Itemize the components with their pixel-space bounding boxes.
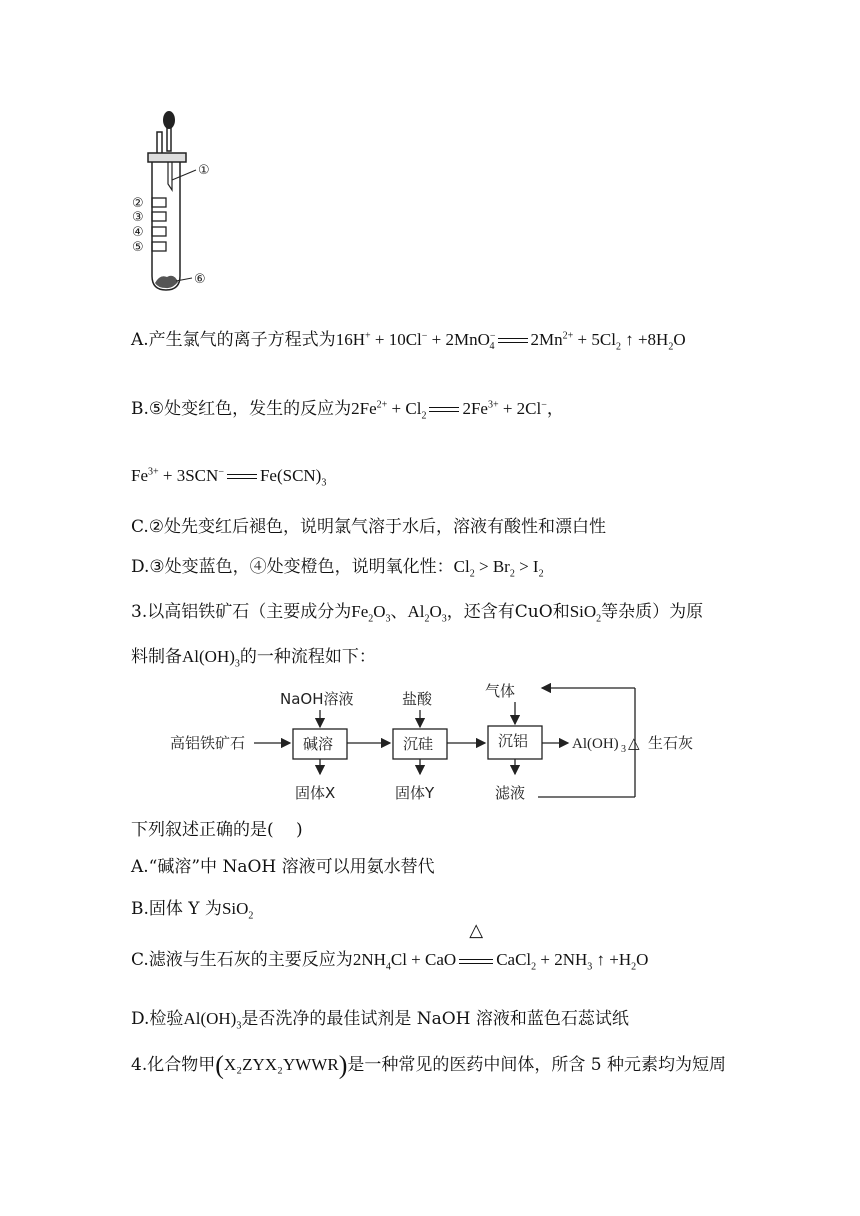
flow-delta: △ <box>628 734 640 752</box>
q2-option-b: B.⑤处变红色，发生的反应为$2Fe^{2+} + Cl_2$ $2Fe^{3+} + 2Cl^-$， <box>131 399 564 422</box>
heat-symbol: △ <box>469 919 484 941</box>
flow-ore: 高铝铁矿石 <box>170 734 246 752</box>
q2-option-a: A.产生氯气的离子方程式为16H+ + 10Cl− + 2MnO−$_4$ $2Mn^{2+} + 5Cl_2$ ↑ $+8H_2O$ <box>131 330 686 353</box>
tube-body <box>152 162 180 290</box>
flow-gas: 气体 <box>485 682 516 700</box>
q4-stem: 4.化合物甲(X₂ZYX₂YWWR)是一种常见的医药中间体，所含 5 种元素均为短周 <box>131 1050 726 1080</box>
flow-box3-label: 沉铝 <box>498 732 529 750</box>
q2-option-b-cont: $Fe^{3+} + 3SCN^-$ $Fe(SCN)_3$ <box>131 466 327 489</box>
q3-option-c: C.滤液与生石灰的主要反应为$2NH_4Cl$ + CaO △ CaCl$_2$ + $2NH_3$ ↑ $+H_2O$ <box>131 919 649 973</box>
process-flowchart <box>140 676 700 816</box>
q3-option-b: B.固体 Y 为SiO$_2$ <box>131 899 254 922</box>
label-6: ⑥ <box>194 272 206 287</box>
flow-box1-label: 碱溶 <box>303 735 334 753</box>
q2-option-c: C.②处先变红后褪色，说明氯气溶于水后，溶液有酸性和漂白性 <box>131 517 607 537</box>
q2-option-d: D.③处变蓝色，④处变橙色，说明氧化性：$Cl_2 > Br_2 > I_2$ <box>131 557 544 580</box>
label-4: ④ <box>132 225 144 240</box>
flow-box2-label: 沉硅 <box>403 735 434 753</box>
q3-question: 下列叙述正确的是( ) <box>131 820 303 840</box>
test-tube-figure <box>128 108 228 298</box>
flow-product: Al(OH) <box>572 736 619 752</box>
flow-naoh: NaOH溶液 <box>280 690 354 708</box>
flow-filtrate: 滤液 <box>495 784 526 802</box>
flow-solid-x: 固体X <box>295 784 336 802</box>
svg-text:3: 3 <box>621 744 626 755</box>
q3-stem-line2: 料制备$Al(OH)_3$的一种流程如下： <box>131 647 376 670</box>
q3-option-d: D.检验$Al(OH)_3$是否洗净的最佳试剂是 NaOH 溶液和蓝色石蕊试纸 <box>131 1009 629 1032</box>
label-2: ② <box>132 196 144 211</box>
flow-lime: 生石灰 <box>648 734 694 752</box>
flow-solid-y: 固体Y <box>395 784 435 802</box>
q3-stem-line1: 3.以高铝铁矿石（主要成分为$Fe_2O_3$、$Al_2O_3$，还含有CuO和SiO$_2$等杂质）为原 <box>131 602 704 625</box>
q3-option-a: A.“碱溶”中 NaOH 溶液可以用氨水替代 <box>131 857 435 877</box>
label-1: ① <box>198 163 210 178</box>
label-3: ③ <box>132 210 144 225</box>
label-5: ⑤ <box>132 240 144 255</box>
stopper <box>148 153 186 162</box>
flow-hcl: 盐酸 <box>402 690 433 708</box>
q4-formula: X₂ZYX₂YWWR <box>223 1055 339 1074</box>
